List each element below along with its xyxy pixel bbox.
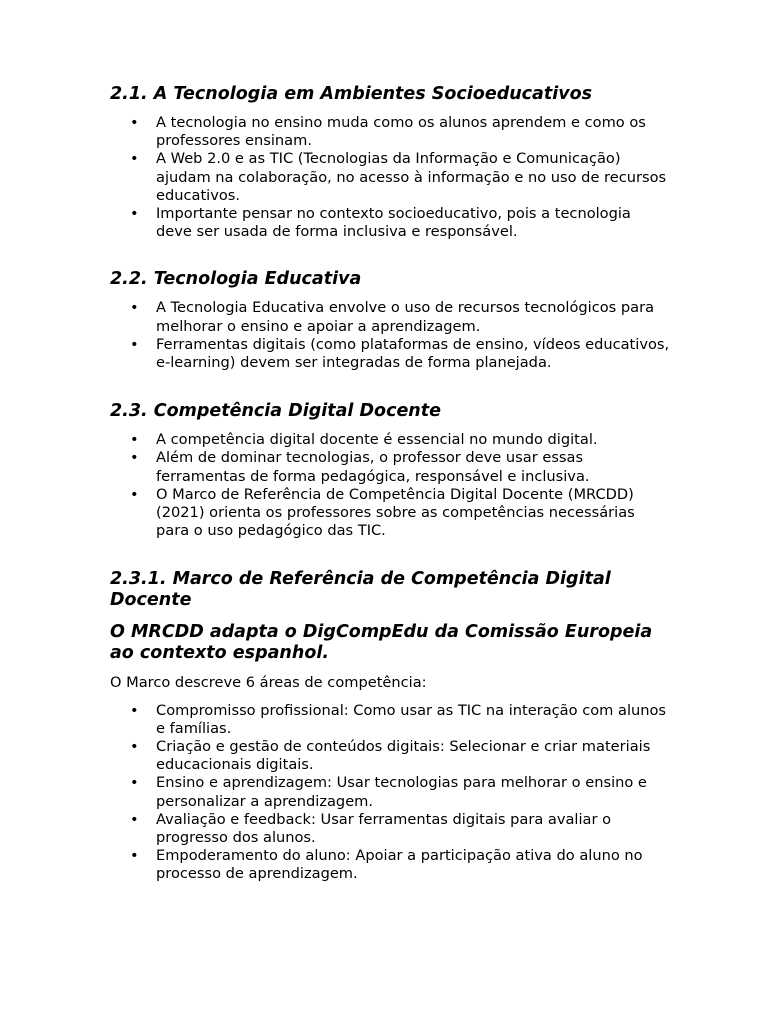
- list-item: • O Marco de Referência de Competência Digital Docente (MRCDD) (2021) orienta os professores sobre as competências necessárias para o uso pedagógico das TIC.: [110, 486, 670, 541]
- list-item: • Ferramentas digitais (como plataformas de ensino, vídeos educativos, e-learning) devem ser integradas de forma planejada.: [110, 336, 670, 372]
- list-item: • Além de dominar tecnologias, o professor deve usar essas ferramentas de forma pedagógica, responsável e inclusiva.: [110, 449, 670, 485]
- list-item: • Ensino e aprendizagem: Usar tecnologias para melhorar o ensino e personalizar a aprendizagem.: [110, 774, 670, 810]
- subsection-heading-2-3-1: 2.3.1. Marco de Referência de Competência Digital Docente: [110, 569, 611, 611]
- list-item: • Compromisso profissional: Como usar as TIC na interação com alunos e famílias.: [110, 702, 670, 738]
- list-item: • A Web 2.0 e as TIC (Tecnologias da Informação e Comunicação) ajudam na colaboração, no acesso à informação e no uso de recursos educativos.: [110, 150, 670, 205]
- list-item: • A competência digital docente é essencial no mundo digital.: [110, 431, 670, 449]
- document-page: [110, 84, 670, 884]
- section-list-2-3: [110, 431, 670, 540]
- competence-areas-list: [110, 702, 670, 884]
- list-item: • Avaliação e feedback: Usar ferramentas digitais para avaliar o progresso dos alunos.: [110, 811, 670, 847]
- section-list-2-1: [110, 114, 670, 241]
- list-item: • A Tecnologia Educativa envolve o uso de recursos tecnológicos para melhorar o ensino e apoiar a aprendizagem.: [110, 299, 670, 335]
- list-item: • Criação e gestão de conteúdos digitais: Selecionar e criar materiais educacionais digitais.: [110, 738, 670, 774]
- section-heading-2-2: 2.2. Tecnologia Educativa: [110, 269, 362, 290]
- list-item: • A tecnologia no ensino muda como os alunos aprendem e como os professores ensinam.: [110, 114, 670, 150]
- section-heading-2-1: 2.1. A Tecnologia em Ambientes Socioeducativos: [110, 84, 593, 104]
- section-list-2-2: [110, 299, 670, 372]
- list-item: • Importante pensar no contexto socioeducativo, pois a tecnologia deve ser usada de forma inclusiva e responsável.: [110, 205, 670, 241]
- section-heading-2-3: 2.3. Competência Digital Docente: [110, 401, 442, 422]
- list-item: • Empoderamento do aluno: Apoiar a participação ativa do aluno no processo de aprendizagem.: [110, 847, 670, 883]
- subsection-intro: O Marco descreve 6 áreas de competência:: [110, 674, 427, 692]
- subsection-subheading: O MRCDD adapta o DigCompEdu da Comissão Europeia ao contexto espanhol.: [110, 622, 653, 664]
